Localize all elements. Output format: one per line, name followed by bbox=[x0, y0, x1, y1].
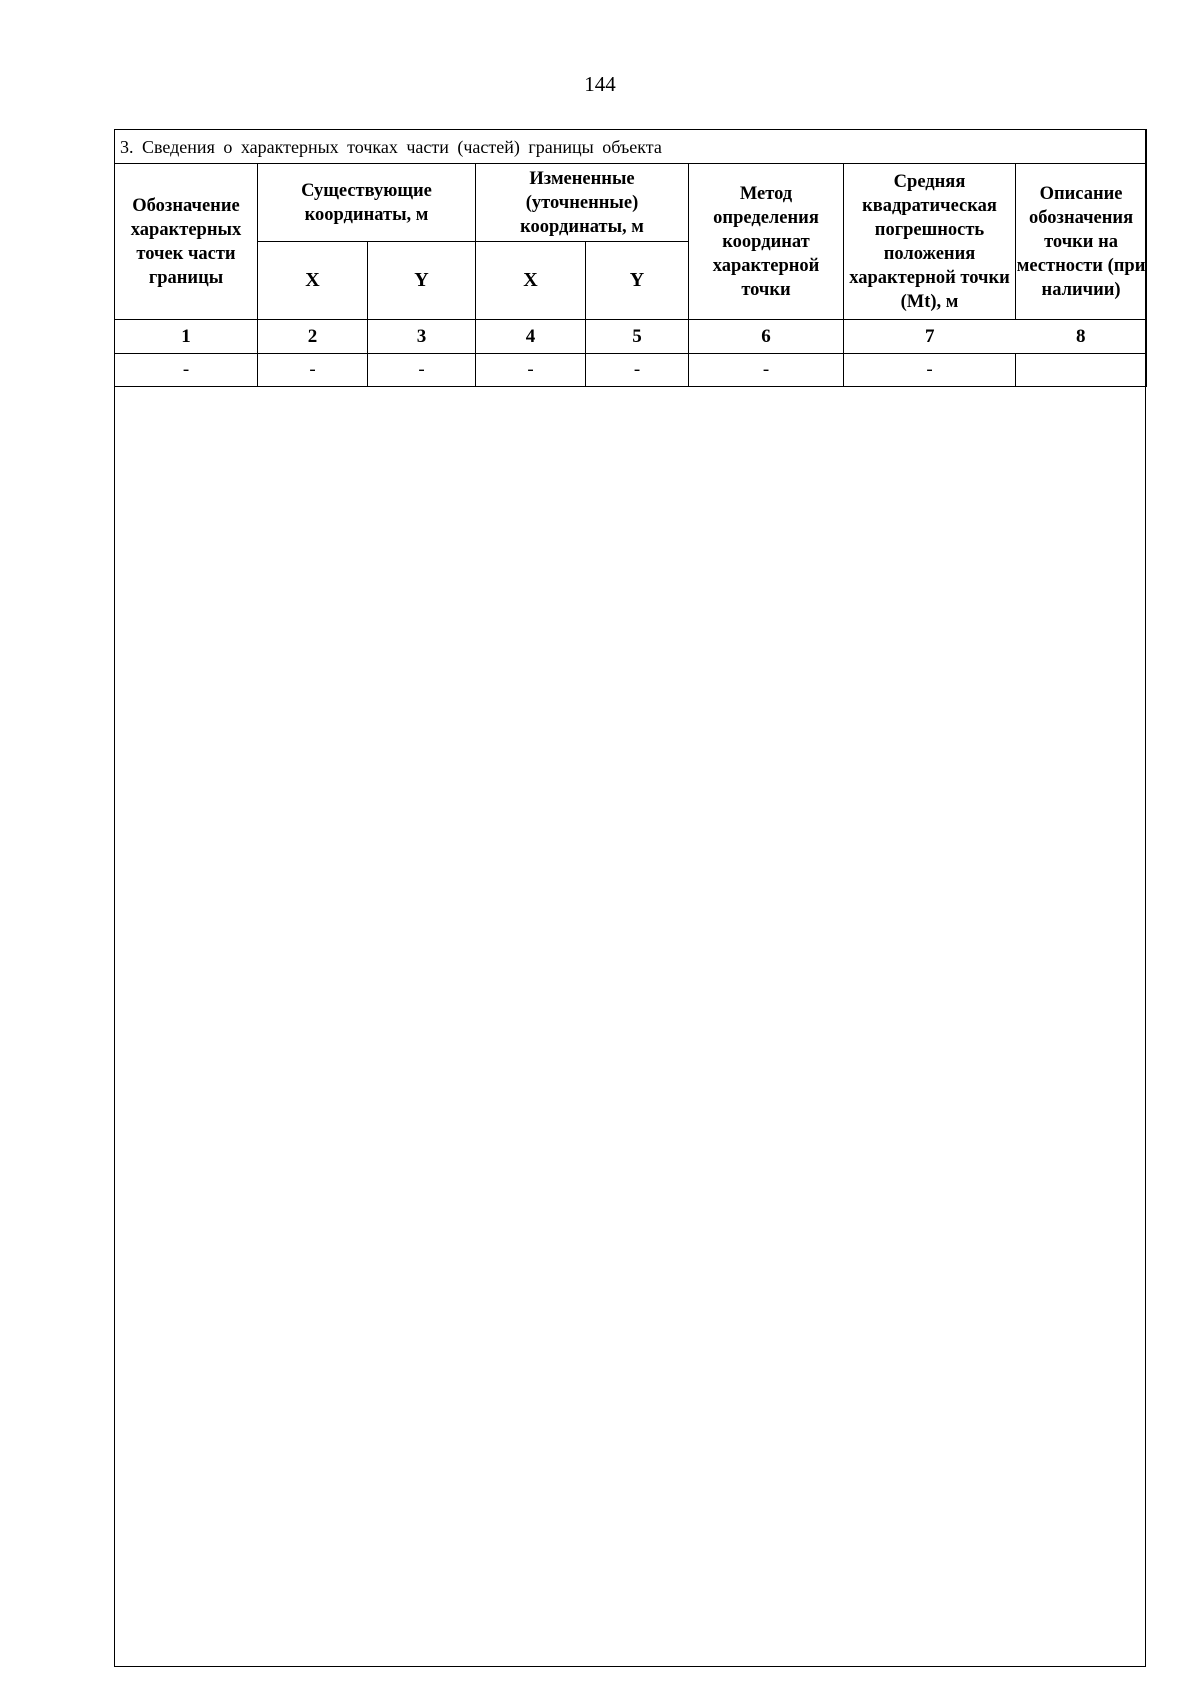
column-number: 4 bbox=[476, 320, 586, 354]
header-changed-x: X bbox=[476, 242, 586, 320]
column-number: 5 bbox=[586, 320, 689, 354]
table-cell: - bbox=[586, 354, 689, 387]
table-cell: - bbox=[115, 354, 258, 387]
column-number: 6 bbox=[689, 320, 844, 354]
header-changed-y: Y bbox=[586, 242, 689, 320]
column-number: 8 bbox=[1016, 320, 1147, 354]
table-row bbox=[115, 354, 1147, 387]
boundary-points-table bbox=[114, 129, 1147, 387]
column-number: 2 bbox=[258, 320, 368, 354]
table-cell: - bbox=[258, 354, 368, 387]
table-cell: - bbox=[689, 354, 844, 387]
table-cell: - bbox=[476, 354, 586, 387]
header-point-description: Описание обозначения точки на местности (при наличии) bbox=[1016, 164, 1147, 320]
column-number: 7 bbox=[844, 320, 1016, 354]
table-cell: - bbox=[368, 354, 476, 387]
column-number: 1 bbox=[115, 320, 258, 354]
section-caption: 3. Сведения о характерных точках части (частей) границы объекта bbox=[115, 130, 1147, 164]
header-mean-square-error: Средняя квадратическая погрешность положения характерной точки (Mt), м bbox=[844, 164, 1016, 320]
header-changed-coordinates: Измененные (уточненные) координаты, м bbox=[476, 164, 689, 242]
page-number: 144 bbox=[584, 72, 616, 96]
header-point-designation: Обозначение характерных точек части границы bbox=[115, 164, 258, 320]
column-number-row bbox=[115, 320, 1147, 354]
header-existing-y: Y bbox=[368, 242, 476, 320]
table-cell: - bbox=[844, 354, 1016, 387]
table-cell bbox=[1016, 354, 1147, 387]
header-existing-coordinates: Существующие координаты, м bbox=[258, 164, 476, 242]
header-method: Метод определения координат характерной точки bbox=[689, 164, 844, 320]
header-existing-x: X bbox=[258, 242, 368, 320]
column-number: 3 bbox=[368, 320, 476, 354]
